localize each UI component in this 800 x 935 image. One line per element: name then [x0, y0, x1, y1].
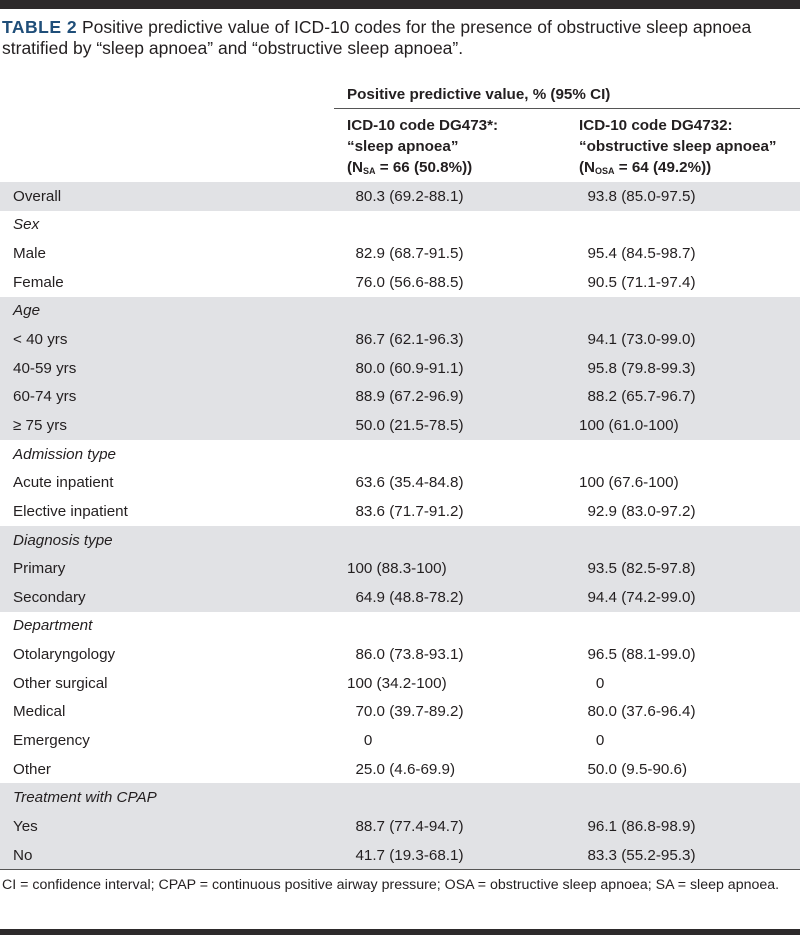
table-row [0, 812, 800, 841]
ppv-obstructive-sleep-apnoea: 95.4 (84.5-98.7) [579, 245, 696, 263]
row-label: Secondary [0, 583, 334, 612]
table-caption [0, 17, 800, 59]
table-body [0, 182, 800, 869]
row-label: Primary [0, 554, 334, 583]
ppv-sleep-apnoea [334, 440, 566, 469]
ppv-sleep-apnoea: 64.9 (48.8-78.2) [334, 583, 566, 612]
ppv-obstructive-sleep-apnoea: 80.0 (37.6-96.4) [579, 703, 696, 721]
section-label: Admission type [13, 445, 116, 463]
row-label: Overall [0, 182, 334, 211]
ppv-table [0, 80, 800, 869]
ppv-obstructive-sleep-apnoea [566, 526, 800, 555]
section-label: Age [0, 297, 334, 326]
table-row [0, 411, 800, 440]
table-row [0, 554, 800, 583]
col1-code: ICD-10 code DG473*: [347, 117, 499, 134]
table-row [0, 468, 800, 497]
row-label: Medical [13, 703, 66, 721]
table-row [0, 297, 800, 326]
ppv-sleep-apnoea: 63.6 (35.4-84.8) [347, 474, 464, 492]
table-row [0, 698, 800, 727]
row-label: ≥ 75 yrs [0, 411, 334, 440]
ppv-obstructive-sleep-apnoea: 0 [579, 731, 605, 749]
ppv-obstructive-sleep-apnoea: 95.8 (79.8-99.3) [566, 354, 800, 383]
row-label: Male [13, 245, 46, 263]
table-row [0, 669, 800, 698]
section-label: Department [13, 617, 93, 635]
table-row [0, 440, 800, 469]
ppv-obstructive-sleep-apnoea: 96.1 (86.8-98.9) [566, 812, 800, 841]
row-label: Other [13, 760, 51, 778]
ppv-sleep-apnoea: 80.0 (60.9-91.1) [334, 354, 566, 383]
ppv-sleep-apnoea: 100 (88.3-100) [334, 554, 566, 583]
col2-n: ($N_{OSA} = 64$ (49.2%)) [579, 159, 712, 176]
ppv-obstructive-sleep-apnoea: 83.3 (55.2-95.3) [566, 841, 800, 870]
ppv-sleep-apnoea: 70.0 (39.7-89.2) [347, 703, 464, 721]
table-footnote: CI = confidence interval; CPAP = continuous positive airway pressure; OSA = obstructive sleep apnoea; SA = sleep apnoea. [2, 877, 780, 894]
ppv-sleep-apnoea [334, 526, 566, 555]
ppv-obstructive-sleep-apnoea: 88.2 (65.7-96.7) [566, 382, 800, 411]
ppv-sleep-apnoea [334, 211, 566, 240]
ppv-obstructive-sleep-apnoea [566, 612, 800, 641]
table-row [0, 640, 800, 669]
col2-desc: “obstructive sleep apnoea” [579, 138, 777, 155]
ppv-obstructive-sleep-apnoea: 96.5 (88.1-99.0) [579, 646, 696, 664]
table-row [0, 526, 800, 555]
row-label: Acute inpatient [13, 474, 114, 492]
table-row [0, 211, 800, 240]
row-label: Elective inpatient [13, 502, 128, 520]
table-row [0, 354, 800, 383]
ppv-sleep-apnoea: 88.7 (77.4-94.7) [334, 812, 566, 841]
ppv-sleep-apnoea: 83.6 (71.7-91.2) [347, 502, 464, 520]
section-label: Sex [13, 216, 40, 234]
ppv-sleep-apnoea: 41.7 (19.3-68.1) [334, 841, 566, 870]
row-label: No [0, 841, 334, 870]
table-row [0, 382, 800, 411]
ppv-obstructive-sleep-apnoea [566, 211, 800, 240]
table-row [0, 497, 800, 526]
ppv-sleep-apnoea: 76.0 (56.6-88.5) [347, 273, 464, 291]
table-row [0, 755, 800, 784]
table-row [0, 583, 800, 612]
col2-code: ICD-10 code DG4732: [579, 117, 733, 134]
ppv-sleep-apnoea: 0 [347, 731, 373, 749]
ppv-sleep-apnoea: 82.9 (68.7-91.5) [347, 245, 464, 263]
ppv-sleep-apnoea [334, 297, 566, 326]
ppv-obstructive-sleep-apnoea: 93.5 (82.5-97.8) [566, 554, 800, 583]
ppv-sleep-apnoea: 86.0 (73.8-93.1) [347, 646, 464, 664]
row-label: Female [13, 273, 64, 291]
ppv-obstructive-sleep-apnoea: 100 (61.0-100) [566, 411, 800, 440]
table-title: Positive predictive value of ICD-10 codes for the presence of obstructive sleep apnoea stratified by “sleep apnoea” and “obstructive sleep apnoea”. [2, 17, 752, 58]
ppv-sleep-apnoea: 100 (34.2-100) [347, 674, 447, 692]
table-row [0, 325, 800, 354]
ppv-obstructive-sleep-apnoea: 0 [579, 674, 605, 692]
section-label: Treatment with CPAP [0, 783, 334, 812]
header-blank-2 [0, 109, 334, 183]
ppv-sleep-apnoea [334, 612, 566, 641]
ppv-sleep-apnoea: 25.0 (4.6-69.9) [347, 760, 456, 778]
table-row [0, 612, 800, 641]
row-label: 60-74 yrs [0, 382, 334, 411]
top-rule [0, 0, 800, 9]
header-columns-row [0, 109, 800, 183]
header-group-row [0, 80, 800, 109]
row-label: Yes [0, 812, 334, 841]
ppv-sleep-apnoea: 88.9 (67.2-96.9) [334, 382, 566, 411]
table-number: TABLE 2 [2, 17, 78, 37]
ppv-sleep-apnoea [334, 783, 566, 812]
ppv-obstructive-sleep-apnoea: 90.5 (71.1-97.4) [579, 273, 696, 291]
bottom-rule [0, 929, 800, 935]
col1-desc: “sleep apnoea” [347, 138, 459, 155]
ppv-obstructive-sleep-apnoea: 100 (67.6-100) [579, 474, 679, 492]
section-label: Diagnosis type [0, 526, 334, 555]
ppv-obstructive-sleep-apnoea: 50.0 (9.5-90.6) [579, 760, 688, 778]
table-row [0, 239, 800, 268]
table-row [0, 726, 800, 755]
table-row [0, 182, 800, 211]
header-group-label: Positive predictive value, % (95% CI) [334, 80, 800, 109]
header-col-obstructive-sleep-apnoea [566, 109, 800, 183]
ppv-obstructive-sleep-apnoea: 94.4 (74.2-99.0) [566, 583, 800, 612]
ppv-sleep-apnoea: 86.7 (62.1-96.3) [334, 325, 566, 354]
header-blank [0, 80, 334, 109]
table-row [0, 841, 800, 870]
row-label: Other surgical [13, 674, 108, 692]
row-label: Otolaryngology [13, 646, 116, 664]
table-row [0, 783, 800, 812]
ppv-sleep-apnoea: 80.3 (69.2-88.1) [334, 182, 566, 211]
ppv-obstructive-sleep-apnoea [566, 783, 800, 812]
col1-n: ($N_{SA} = 66$ (50.8%)) [347, 159, 473, 176]
ppv-sleep-apnoea: 50.0 (21.5-78.5) [334, 411, 566, 440]
ppv-obstructive-sleep-apnoea: 92.9 (83.0-97.2) [579, 502, 696, 520]
ppv-obstructive-sleep-apnoea: 94.1 (73.0-99.0) [566, 325, 800, 354]
ppv-obstructive-sleep-apnoea [566, 440, 800, 469]
ppv-obstructive-sleep-apnoea [566, 297, 800, 326]
row-label: < 40 yrs [0, 325, 334, 354]
row-label: Emergency [13, 731, 90, 749]
row-label: 40-59 yrs [0, 354, 334, 383]
table-row [0, 268, 800, 297]
ppv-obstructive-sleep-apnoea: 93.8 (85.0-97.5) [566, 182, 800, 211]
header-col-sleep-apnoea [334, 109, 566, 183]
